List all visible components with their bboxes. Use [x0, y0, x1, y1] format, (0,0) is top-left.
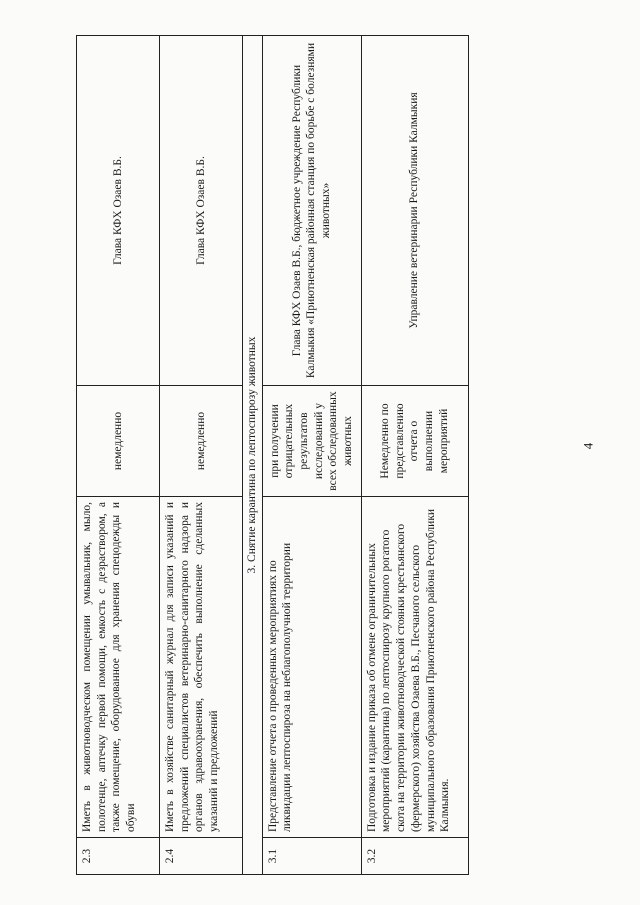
measure-text: Подготовка и издание приказа об отмене ограничительных мероприятий (карантина) по лептоспирозу крупного рогатого скота на территории животноводческой стоянки крестьянского (фермерского) хозяйства Озаева В.Б., Песчаного сельского муниципального образования Приютненского района Республики Калмыкия.: [361, 497, 468, 838]
table-row: [160, 36, 243, 875]
table-row: [77, 36, 160, 875]
measure-text: Иметь в хозяйстве санитарный журнал для записи указаний и предложений специалистов ветеринарно-санитарного надзора и органов здравоохранения, обеспечить выполнение сделанных указаний и предложений: [160, 497, 243, 838]
rotated-page-content: [76, 35, 452, 875]
section-title: 3. Снятие карантина по лептоспирозу животных: [243, 36, 263, 875]
page-number: 4: [580, 442, 596, 450]
deadline-cell: немедленно: [77, 386, 160, 497]
deadline-cell: Немедленно по представлению отчета о выполнении мероприятий: [361, 386, 468, 497]
table-row: [361, 36, 468, 875]
section-header-row: [243, 36, 263, 875]
responsible-cell: Глава КФХ Озаев В.Б.: [77, 36, 160, 386]
responsible-cell: Управление ветеринарии Республики Калмыкия: [361, 36, 468, 386]
responsible-cell: Глава КФХ Озаев В.Б.: [160, 36, 243, 386]
row-number: 3.2: [361, 838, 468, 875]
row-number: 2.4: [160, 838, 243, 875]
responsible-cell: Глава КФХ Озаев В.Б., бюджетное учреждение Республики Калмыкия «Приютненская районная станция по борьбе с болезнями животных»: [262, 36, 361, 386]
row-number: 2.3: [77, 838, 160, 875]
measure-text: Иметь в животноводческом помещении умывальник, мыло, полотенце, аптечку первой помощи, емкость с дезраствором, а также помещение, оборудованное для хранения спецодежды и обуви: [77, 497, 160, 838]
measure-text: Представление отчета о проведенных мероприятиях по ликвидации лептоспироза на неблагополучной территории: [262, 497, 361, 838]
row-number: 3.1: [262, 838, 361, 875]
table-row: [262, 36, 361, 875]
deadline-cell: при получении отрицательных результатов исследований у всех обследованных животных: [262, 386, 361, 497]
deadline-cell: немедленно: [160, 386, 243, 497]
measures-table: [76, 35, 469, 875]
